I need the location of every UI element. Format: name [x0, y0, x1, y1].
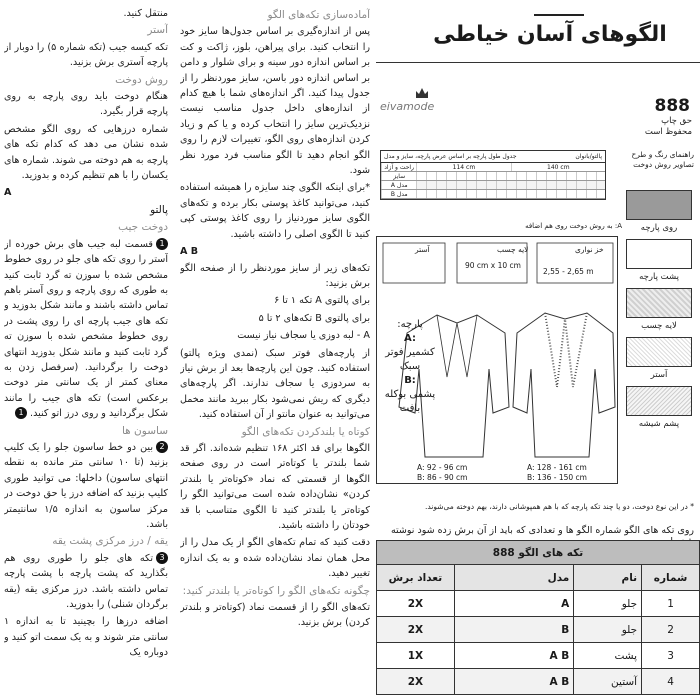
fabric-name: کشمیر فوتر سبک [385, 347, 435, 372]
size-table-title: پالتو/بانوان [575, 153, 602, 160]
width-label: 114 cm [416, 163, 510, 171]
table-row [377, 643, 700, 669]
section-heading: روش دوخت [115, 73, 168, 86]
table-caption: تکه های الگو 888 [377, 541, 700, 565]
table-row [381, 190, 605, 199]
table-row [381, 163, 605, 172]
pattern-number: 888 [654, 96, 690, 116]
crown-icon [416, 88, 428, 98]
measure-label: B: 136 - 150 cm [527, 473, 587, 482]
swatch-fabric-right [626, 190, 692, 233]
table-row [377, 669, 700, 695]
step-number-badge: 1 [156, 238, 168, 250]
table-cell: A [454, 591, 574, 617]
copyright-line: حق چاپ [661, 116, 692, 126]
section-heading: دوخت جیب [118, 221, 168, 234]
column-header: تعداد برش [377, 565, 455, 591]
table-row [381, 181, 605, 190]
table-cell: A B [454, 669, 574, 695]
section-heading: چگونه تکه‌های الگو را کوتاه‌تر یا بلندتر کنید: [182, 584, 370, 597]
note: A: به روش دوخت روی هم اضافه [525, 222, 622, 230]
fabric-size-table [380, 150, 606, 200]
fabric-swatches [626, 190, 692, 435]
list-item: برای پالتوی A تکه ۱ تا ۶ [274, 295, 370, 307]
table-cell: جلو [574, 591, 642, 617]
table-cell: 1X [377, 643, 455, 669]
paragraph: منتقل کنید. [123, 8, 168, 19]
section-heading: آماده‌سازی تکه‌های الگو [267, 9, 370, 21]
fabric-name: پشمی بوکله بافت [384, 389, 436, 414]
size-cells [416, 172, 605, 180]
swatch-batting [626, 386, 692, 429]
swatch-label: لایه چسب [641, 321, 677, 331]
swatch-label: پشت پارچه [639, 272, 679, 282]
table-intro: روی تکه های الگو شماره الگو ها و تعدادی که باید از آن برش زده شود نوشته [390, 525, 694, 536]
model-label: A B [180, 246, 199, 258]
column-header: شماره [642, 565, 700, 591]
coat-back-outline [513, 313, 615, 457]
step-number-badge: 1 [15, 407, 27, 419]
paragraph-text: قسمت لبه جیب های برش خورده از آستر را روی تکه های جلو در روی خطوط مشخص شده با سوزن ته گرد ثابت کنید به طوری که روی پارچه و روی آستر باهم تماس داشته باشند و مانند شکل بدوزید و تکه های جیب پارچه ای را روی پشت در روی خطوط مشخص شده با سوزن ته گرد ثابت کنید و مانند شکل بدوزید انتهای دوخت را برگردانید. (سرفصل زدن به معنای کمتر از یک سانتی متر دوخت برعکس است) تکه های جیب را مانند شکل برگردانید و روی درز اتو کنید. [4, 238, 168, 420]
paragraph: از پارچه‌های فوتر سبک (نمدی ویژه پالتو) استفاده کنید. چون این پارچه‌ها بعد از برش نیاز به سردوزی یا سجاف ندارند. اگر پارچه‌های دیگری که ریش نمی‌شود بکار ببرید مانند مخمل می‌توانید به عنوان مانتو از آن استفاده کنید. [180, 347, 370, 421]
brand-ornament [534, 6, 584, 16]
swatch-label: روی پارچه [640, 223, 678, 233]
width-label: راحت و آزاد [381, 163, 416, 171]
coat-collar [437, 315, 477, 377]
model-label: A [4, 187, 12, 199]
paragraph: تکه‌های زیر از سایز موردنظر را از صفحه الگو برش بزنید: [180, 262, 370, 289]
text-column-middle [180, 6, 370, 700]
text-column-left [4, 6, 168, 700]
table-cell: 2X [377, 617, 455, 643]
table-row [377, 617, 700, 643]
size-cells [416, 181, 605, 189]
swatch-label: پشم شیشه [638, 419, 680, 429]
fabric-title: پارچه: [397, 319, 423, 330]
table-cell: آستین [574, 669, 642, 695]
legend-guide: راهنمای رنگ و طرح تصاویر روش دوخت [631, 150, 694, 169]
lining-piece [383, 243, 445, 283]
table-row [381, 172, 605, 181]
section-heading: ساسون ها [121, 424, 168, 437]
width-label: 140 cm [511, 163, 605, 171]
size-table-header [381, 151, 605, 163]
row-label: مدل B [381, 190, 416, 198]
size-table-subtitle: جدول طول پارچه بر اساس عرض پارچه، سایز و مدل [384, 153, 517, 160]
paragraph: الگوها برای قد اکثر ۱۶۸ تنظیم شده‌اند. اگر قد شما بلندتر یا کوتاه‌تر است در روی صفحه الگوها از قسمتی که نماد «کوتاه‌تر یا بلندتر کردن» نشان‌داده شده است می‌توانید الگو را کوتاه‌تر یا بلندتر کنید تا الگوی متناسب با قد خودتان را داشته باشید. [180, 442, 370, 531]
size-label: 90 cm x 10 cm [465, 261, 521, 270]
table-cell: 2 [642, 617, 700, 643]
paragraph: تکه کیسه جیب (تکه شماره ۵) را دوبار از پارچه آستری برش بزنید. [4, 41, 168, 69]
copyright-line: محفوظ است [644, 127, 692, 137]
list-item: برای پالتوی B تکه‌های ۲ تا ۵ [258, 312, 370, 324]
divider [376, 62, 700, 63]
model-label: A: [404, 333, 416, 344]
section-heading: یقه / درز مرکزی پشت یقه [52, 535, 168, 548]
measure-label: A: 128 - 161 cm [527, 463, 587, 472]
section-heading: آستر [147, 24, 168, 37]
size-cells [416, 190, 605, 198]
section-heading: پالتو [150, 203, 168, 216]
paragraph [4, 237, 168, 422]
paragraph: اضافه درزها را بچینید تا به اندازه ۱ سانتی متر شوند و به یک سمت اتو کنید و دوباره یک [4, 616, 168, 659]
copyright-note [645, 116, 692, 138]
table-cell: جلو [574, 617, 642, 643]
page-title: الگوهای آسان خیاطی [433, 22, 667, 47]
table-cell: 2X [377, 591, 455, 617]
row-label: سایز [381, 172, 416, 180]
measure-label: B: 86 - 90 cm [417, 473, 468, 482]
measure-label: A: 92 - 96 cm [417, 463, 468, 472]
fur-collar [545, 313, 587, 387]
piece-label: لایه چسب [497, 245, 529, 254]
paragraph: شماره درزهایی که روی الگو مشخص شده نشان می دهد که کدام تکه های پارچه به هم دوخته می شوند. شماره های یکسان را با هم تنظیم کرده و بدوزید. [4, 123, 168, 182]
paragraph [4, 551, 168, 613]
table-cell: A B [454, 643, 574, 669]
paragraph-text: تکه های جلو را طوری روی هم بگذارید که پشت پارچه با پشت پارچه تماس داشته باشد. درز مرکزی یقه (یقه برگردان شنلی) را بدوزید. [4, 552, 168, 611]
swatch-interfacing [626, 288, 692, 331]
paragraph: تکه‌های الگو را از قسمت نماد (کوتاه‌تر و بلندتر کردن) برش بزنید. [180, 602, 370, 629]
swatch-label: آستر [650, 370, 668, 380]
paragraph: *برای اینکه الگوی چند سایزه را همیشه استفاده کنید، می‌توانید کاغذ پوستی بکار برده و تکه‌های الگوی سایز موردنیاز را روی کاغذ پوستی کپی کنید تا الگوی اصلی را داشته باشید. [180, 182, 370, 240]
pattern-pieces-table [376, 540, 700, 695]
list-item: A - لبه دوزی یا سجاف نیاز نیست [237, 330, 370, 342]
piece-label: خز نواری [575, 245, 604, 254]
brand-logo: eivamode [380, 100, 435, 113]
paragraph: دقت کنید که تمام تکه‌های الگو از یک مدل را از محل همان نماد نشان‌داده شده و به یک اندازه تغییر دهید. [180, 537, 370, 580]
column-header: نام [574, 565, 642, 591]
step-number-badge: 3 [156, 552, 168, 564]
table-cell: B [454, 617, 574, 643]
size-label: 2,55 - 2,65 m [543, 267, 594, 276]
footnote: * در این نوع دوخت، دو یا چند تکه پارچه که با هم همپوشانی دارند، بهم دوخته می‌شوند. [424, 502, 694, 511]
piece-label: آستر [415, 245, 430, 254]
table-row [377, 591, 700, 617]
row-label: مدل A [381, 181, 416, 189]
swatch-fabric-wrong [626, 239, 692, 282]
model-label: B: [404, 375, 416, 386]
step-number-badge: 2 [156, 441, 168, 453]
column-header: مدل [454, 565, 574, 591]
paragraph [4, 440, 168, 532]
section-heading: کوتاه یا بلندکردن تکه‌های الگو [241, 425, 370, 438]
table-cell: 2X [377, 669, 455, 695]
table-cell: 1 [642, 591, 700, 617]
paragraph: پس از اندازه‌گیری بر اساس جدول‌ها سایز خود را انتخاب کنید. برای پیراهن، بلوز، ژاکت و کت بر اساس اندازه دور سینه و برای شلوار و دامن بر اساس اندازه دور باسن، سایز موردنظر را از جدول پیدا کنید. اگر اندازه‌های شما با هیچ کدام از اندازه‌های داخل جدول مناسب نیست نزدیک‌ترین سایز را انتخاب کرده و یا کم و زیاد کردن اندازه‌های روی الگو، تغییرات لازم را روی الگو انجام دهید تا الگو مناسب فرد مورد نظر شود. [180, 26, 370, 177]
swatch-lining [626, 337, 692, 380]
paragraph-text: بین دو خط ساسون جلو را یک کلیپ بزنید (تا ۱۰ سانتی متر مانده به نقطه انتهای ساسون) داخلها: می توانید طوری کلیپ بزنید که اضافه درز یا حق دوخت در مرکز ساسون به اندازه ۱/۵ سانتیمتر باشد. [4, 441, 168, 530]
pattern-panel [376, 0, 700, 700]
table-cell: 3 [642, 643, 700, 669]
fabric-description [380, 318, 440, 416]
table-cell: 4 [642, 669, 700, 695]
table-cell: پشت [574, 643, 642, 669]
paragraph: هنگام دوخت باید روی پارچه به روی پارچه قرار بگیرد. [4, 91, 168, 118]
